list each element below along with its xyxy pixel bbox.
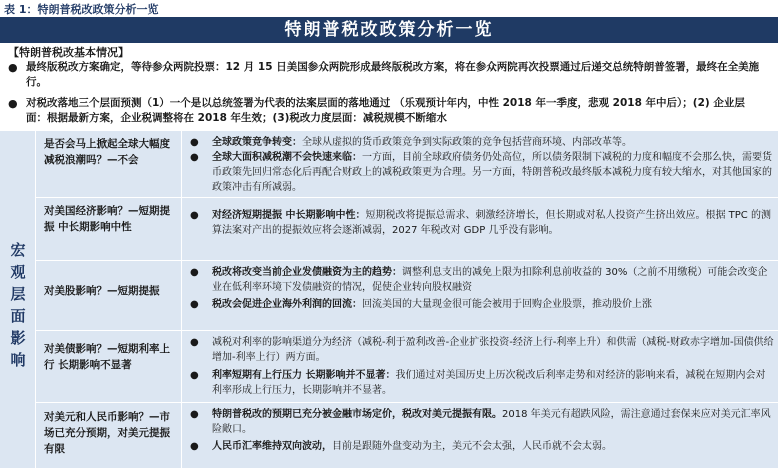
intro-bullet-text-2: 对税改落地三个层面预测（1）一个是以总统签署为代表的法案层面的落地通过 （乐观预计年内，中性 2018 年一季度，悲观 2018 年中后）；(2) 企业层面：根据最新方案，企业税调整将在 2018 年生效；(3)税改力度层面：减税规模不断缩水 <box>26 97 745 124</box>
bullet-icon: ● <box>190 210 199 221</box>
answer-lead: 利率短期有上行压力 长期影响并不显著： <box>212 370 396 381</box>
intro-heading: 【特朗普税改基本情况】 <box>8 46 129 59</box>
answer-text: 调整利息支出的减免上限为扣除利息前收益的 30%（之前不用缴税）可能会改变企业在低利率环境下发债融资的情况，促使企业转向股权融资 <box>212 267 768 293</box>
answer-text: 全球从虚拟的货币政策竞争到实际政策的竞争包括营商环境、内部改革等。 <box>302 137 632 148</box>
answer-lead: 全球大面积减税潮不会快速来临： <box>212 152 362 163</box>
bullet-icon: ● <box>190 370 199 381</box>
answer-text: 我们通过对美国历史上历次税改后利率走势和对经济的影响来看，减税在短期内会对利率形成上行压力，长期影响并不显著。 <box>212 370 766 396</box>
row-question: 对美债影响？—短期利率上行 长期影响不显著 <box>36 331 182 402</box>
answer-lead: 特朗普税改的预期已充分被金融市场定价，税改对美元提振有限。 <box>212 409 502 420</box>
answer-text: 回流美国的大量现金很可能会被用于回购企业股票，推动股价上涨 <box>362 299 652 310</box>
row-question: 对美国经济影响？—短期提振 中长期影响中性 <box>36 198 182 260</box>
table-row <box>36 331 778 403</box>
bullet-icon: ● <box>8 97 18 110</box>
row-question: 对美元和人民币影响？—市场已充分预期，对美元提振有限 <box>36 403 182 468</box>
bullet-icon: ● <box>190 152 199 163</box>
answer-text: 一方面，目前全球政府债务仍处高位，所以债务限制下减税的力度和幅度不会那么快，需要货币政策先回归常态化后再配合财政上的减税政策更为合理。另一方面，特朗普税改最终版本减税力度有较大缩水，对其他国家的政策冲击有所减弱。 <box>212 152 772 193</box>
answer-lead: 税改将改变当前企业发债融资为主的趋势： <box>212 267 402 278</box>
table-row <box>36 131 778 198</box>
side-label <box>0 131 36 468</box>
row-answers <box>182 198 778 260</box>
bullet-icon: ● <box>190 337 199 348</box>
answer-text: 2018 年美元有超跌风险，需注意通过套保来应对美元汇率风险敞口。 <box>212 409 771 435</box>
intro-section <box>0 43 778 131</box>
row-answers <box>182 403 778 468</box>
answer-text: 减税对利率的影响渠道分为经济（减税-利于盈利改善-企业扩张投资-经济上行-利率上升）和供需（减税-财政赤字增加-国债供给增加-利率上行）两方面。 <box>212 337 774 363</box>
answer-lead: 税改会促进企业海外利润的回流： <box>212 299 362 310</box>
intro-bullet-text-1: 最终版税改方案确定，等待参众两院投票：12 月 15 日美国参众两院形成最终版税改方案，将在参众两院再次投票通过后递交总统特朗普签署，最终在全美施行。 <box>26 61 760 88</box>
bullet-icon: ● <box>190 299 199 310</box>
bullet-icon: ● <box>8 61 18 74</box>
bullet-icon: ● <box>190 267 199 278</box>
table-row <box>36 261 778 331</box>
side-label-text: 宏观层面影响 <box>10 241 26 369</box>
row-question: 是否会马上掀起全球大幅度减税浪潮吗？—不会 <box>36 131 182 197</box>
bullet-icon: ● <box>190 137 199 148</box>
row-question: 对美股影响？—短期提振 <box>36 261 182 330</box>
answer-lead: 对经济短期提振 中长期影响中性： <box>212 210 366 221</box>
answer-text: 短期税改将提振总需求、刺激经济增长，但长期或对私人投资产生挤出效应。根据 TPC 的测算法案对产出的提振效应将会逐渐减弱，2027 年税改对 GDP 几乎没有影响。 <box>212 210 771 236</box>
table-title: 特朗普税改政策分析一览 <box>0 17 778 43</box>
bullet-icon: ● <box>190 441 199 452</box>
row-answers <box>182 261 778 330</box>
table-row <box>36 198 778 261</box>
row-answers <box>182 131 778 197</box>
table-caption: 表 1：特朗普税改政策分析一览 <box>4 3 159 16</box>
table-row <box>36 403 778 468</box>
answer-lead: 全球政策竞争转变： <box>212 137 302 148</box>
answer-lead: 人民币汇率维持双向波动， <box>212 441 332 452</box>
row-answers <box>182 331 778 402</box>
answer-text: 目前是跟随外盘变动为主，美元不会太强，人民币就不会太弱。 <box>332 441 612 452</box>
bullet-icon: ● <box>190 409 199 420</box>
macro-impact-section <box>0 131 778 468</box>
